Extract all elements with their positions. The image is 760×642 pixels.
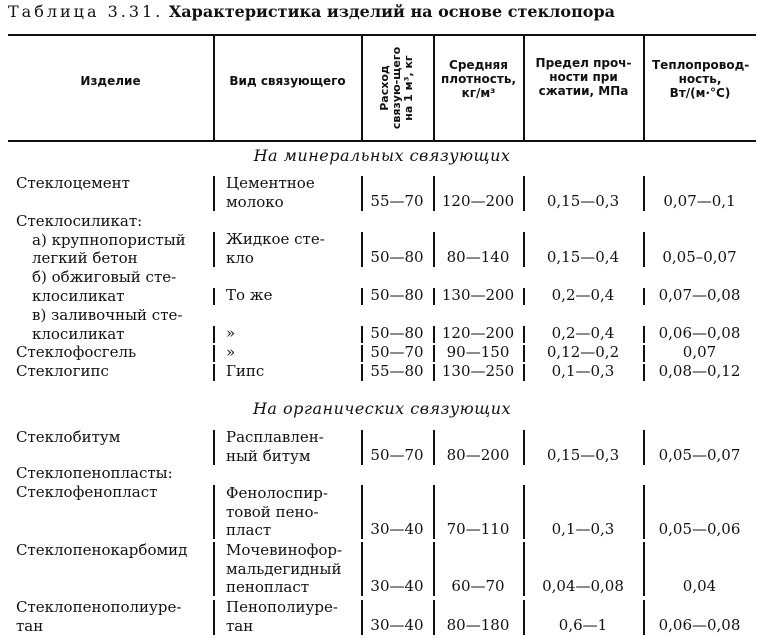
cell-product: Стеклопенокарбомид xyxy=(16,541,188,559)
section-mineral: На минеральных связующих xyxy=(253,146,511,165)
row-divider xyxy=(361,176,363,211)
row-divider xyxy=(433,176,435,211)
cell-product: б) обжиговый сте- xyxy=(32,268,177,286)
cell-consumption: 55—70 xyxy=(370,192,424,210)
cell-product: клосиликат xyxy=(32,286,125,305)
cell-conductivity: 0,07—0,08 xyxy=(658,286,741,304)
cell-product: Стеклоцемент xyxy=(16,174,130,192)
row-divider xyxy=(213,288,215,305)
row-divider xyxy=(523,345,525,362)
cell-strength: 0,15—0,3 xyxy=(546,192,620,210)
cell-strength: 0,15—0,4 xyxy=(546,248,620,266)
cell-product: Стеклофенопласт xyxy=(16,482,158,501)
cell-product: клосиликат xyxy=(32,324,125,343)
cell-product: Стеклопенопласты: xyxy=(16,464,173,482)
row-divider xyxy=(361,345,363,362)
cell-conductivity: 0,05–0,07 xyxy=(662,248,737,266)
header-binder: Вид связующего xyxy=(229,74,346,88)
caption-label: Таблица 3.31. xyxy=(8,2,164,21)
row-divider xyxy=(643,326,645,343)
section-organic: На органических связующих xyxy=(252,399,512,418)
cell-strength: 0,15—0,3 xyxy=(546,446,620,464)
row-divider xyxy=(643,345,645,362)
cell-consumption: 55—80 xyxy=(370,362,424,380)
row-divider xyxy=(523,176,525,211)
row-divider xyxy=(523,232,525,267)
cell-consumption: 50—80 xyxy=(370,248,424,266)
cell-product: Стеклобитум xyxy=(16,428,121,446)
row-divider xyxy=(643,485,645,539)
cell-density: 120—200 xyxy=(441,192,515,210)
cell-consumption: 30—40 xyxy=(370,520,424,538)
cell-conductivity: 0,05—0,06 xyxy=(658,520,741,538)
cell-binder: Фенолоспир- xyxy=(226,484,328,502)
table-caption xyxy=(8,2,615,21)
cell-binder: мальдегидный xyxy=(226,559,342,578)
row-divider xyxy=(213,326,215,343)
row-divider xyxy=(213,485,215,539)
row-divider xyxy=(433,430,435,465)
row-divider xyxy=(361,542,363,596)
row-divider xyxy=(361,485,363,539)
cell-conductivity: 0,05—0,07 xyxy=(658,446,741,464)
cell-binder: Расплавлен- xyxy=(226,428,324,446)
cell-product: Стеклосиликат: xyxy=(16,212,143,230)
row-divider xyxy=(643,600,645,635)
cell-strength: 0,04—0,08 xyxy=(542,577,624,595)
cell-consumption: 50—70 xyxy=(370,343,424,361)
cell-strength: 0,6—1 xyxy=(558,616,608,634)
cell-consumption: 30—40 xyxy=(370,577,424,595)
row-divider xyxy=(523,288,525,305)
cell-binder: молоко xyxy=(226,192,284,211)
cell-product: а) крупнопористый xyxy=(32,230,186,249)
row-divider xyxy=(643,176,645,211)
cell-binder: Жидкое сте- xyxy=(226,230,325,248)
header-consumption-cell xyxy=(361,38,433,138)
cell-density: 80—140 xyxy=(446,248,510,266)
cell-consumption: 50—80 xyxy=(370,286,424,304)
row-divider xyxy=(361,600,363,635)
cell-product: тан xyxy=(16,616,44,635)
cell-consumption: 50—70 xyxy=(370,446,424,464)
cell-binder: пласт xyxy=(226,521,272,539)
header-consumption: Расход связую-щего на 1 м³, кг xyxy=(378,46,415,130)
cell-binder: Цементное xyxy=(226,174,315,192)
row-divider xyxy=(213,542,215,596)
header-conductivity: Теплопровод-ность, Вт/(м·°С) xyxy=(652,58,750,100)
cell-consumption: 30—40 xyxy=(370,616,424,634)
cell-binder: Мочевинофор- xyxy=(226,541,343,559)
cell-density: 70—110 xyxy=(446,520,510,538)
row-divider xyxy=(433,326,435,343)
cell-conductivity: 0,07—0,1 xyxy=(663,192,736,210)
cell-strength: 0,2—0,4 xyxy=(551,286,615,304)
cell-binder: Пенополиуре- xyxy=(226,598,338,616)
cell-conductivity: 0,07 xyxy=(682,343,717,361)
row-divider xyxy=(643,288,645,305)
cell-product: легкий бетон xyxy=(32,249,138,267)
row-divider xyxy=(433,600,435,635)
cell-product: в) заливочный сте- xyxy=(32,306,183,324)
row-divider xyxy=(523,430,525,465)
cell-consumption: 50—80 xyxy=(370,324,424,342)
cell-conductivity: 0,04 xyxy=(682,577,717,595)
header-strength: Предел проч-ности при сжатии, МПа xyxy=(535,56,632,98)
cell-binder: пенопласт xyxy=(226,578,310,596)
cell-conductivity: 0,08—0,12 xyxy=(658,362,741,380)
cell-binder: » xyxy=(226,324,236,342)
row-divider xyxy=(523,364,525,381)
cell-binder: Гипс xyxy=(226,362,265,380)
cell-binder: товой пено- xyxy=(226,502,319,521)
cell-density: 80—200 xyxy=(446,446,510,464)
row-divider xyxy=(213,176,215,211)
row-divider xyxy=(361,326,363,343)
cell-binder: тан xyxy=(226,616,254,635)
row-divider xyxy=(213,364,215,381)
row-divider xyxy=(433,288,435,305)
row-divider xyxy=(523,600,525,635)
row-divider xyxy=(213,232,215,267)
row-divider xyxy=(213,345,215,362)
row-divider xyxy=(523,542,525,596)
row-divider xyxy=(361,430,363,465)
cell-strength: 0,1—0,3 xyxy=(551,520,615,538)
row-divider xyxy=(643,232,645,267)
cell-density: 80—180 xyxy=(446,616,510,634)
cell-product: Стеклофосгель xyxy=(16,343,137,361)
cell-density: 60—70 xyxy=(451,577,505,595)
cell-binder: ный битум xyxy=(226,446,311,465)
cell-density: 90—150 xyxy=(446,343,510,361)
cell-conductivity: 0,06—0,08 xyxy=(658,324,741,342)
row-divider xyxy=(433,345,435,362)
row-divider xyxy=(433,542,435,596)
header-product: Изделие xyxy=(80,74,141,88)
cell-binder: кло xyxy=(226,248,254,267)
row-divider xyxy=(643,542,645,596)
row-divider xyxy=(213,600,215,635)
row-divider xyxy=(523,326,525,343)
row-divider xyxy=(433,485,435,539)
cell-binder: » xyxy=(226,343,236,361)
header-divider xyxy=(213,35,215,141)
cell-density: 130—250 xyxy=(441,362,515,380)
caption-title: Характеристика изделий на основе стеклопора xyxy=(168,2,616,21)
cell-density: 120—200 xyxy=(441,324,515,342)
row-divider xyxy=(643,364,645,381)
row-divider xyxy=(433,364,435,381)
cell-strength: 0,12—0,2 xyxy=(546,343,620,361)
cell-conductivity: 0,06—0,08 xyxy=(658,616,741,634)
header-density: Средняя плотность, кг/м³ xyxy=(440,58,517,100)
cell-strength: 0,2—0,4 xyxy=(551,324,615,342)
row-divider xyxy=(213,430,215,465)
row-divider xyxy=(361,288,363,305)
cell-strength: 0,1—0,3 xyxy=(551,362,615,380)
cell-product: Стеклопенополиуре- xyxy=(16,598,182,616)
cell-binder: То же xyxy=(226,286,273,304)
row-divider xyxy=(361,232,363,267)
row-divider xyxy=(433,232,435,267)
cell-product: Стеклогипс xyxy=(16,362,109,380)
row-divider xyxy=(361,364,363,381)
cell-density: 130—200 xyxy=(441,286,515,304)
row-divider xyxy=(523,485,525,539)
row-divider xyxy=(643,430,645,465)
